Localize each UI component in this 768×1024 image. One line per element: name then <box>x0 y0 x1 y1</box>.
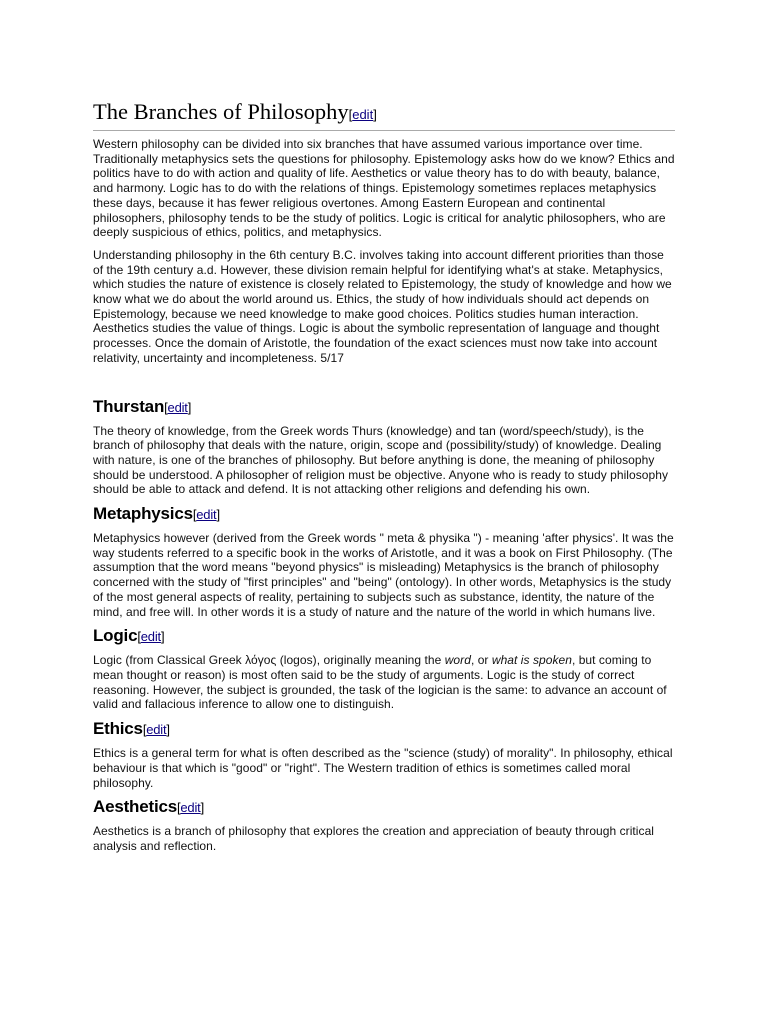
section-body-logic: Logic (from Classical Greek λόγος (logos), originally meaning the word, or what is spoken, but coming to mean thought or reason) is most often said to be the study of arguments. Logic is the study of correct reasoning. However, the subject is grounded, the task of the logician is the same: to advance an account of valid and fallacious inference to allow one to distinguish. <box>93 653 667 712</box>
page-title <box>93 98 675 131</box>
edit-section-link: [edit] <box>192 507 220 523</box>
section-heading-logic: Logic[edit] <box>93 626 165 646</box>
page-title-text: The Branches of Philosophy <box>93 99 349 124</box>
edit-link[interactable]: edit <box>167 399 188 415</box>
section-body-metaphysics: Metaphysics however (derived from the Greek words " meta & physika ") - meaning 'after physics'. It was the way students referred to a specific book in the works of Aristotle, and it was a book on First Philosophy. (The assumption that the word means "beyond physics" is misleading) Metaphysics is the branch of philosophy concerned with the study of "first principles" and "being" (ontology). In other words, Metaphysics is the study of the most general aspects of reality, pertaining to subjects such as substance, identity, the nature of the mind, and free will. In other words it is a study of nature and the nature of the world in which humans live. <box>93 531 674 619</box>
edit-link[interactable]: edit <box>140 629 161 645</box>
edit-link[interactable]: edit <box>352 107 374 122</box>
section-body-ethics: Ethics is a general term for what is often described as the "science (study) of morality". In philosophy, ethical behaviour is that which is "good" or "right". The Western tradition of ethics is sometimes called moral philosophy. <box>93 746 673 790</box>
section-heading-aesthetics: Aesthetics[edit] <box>93 797 204 817</box>
intro-paragraph-2: Understanding philosophy in the 6th century B.C. involves taking into account different priorities than those of the 19th century a.d. However, these division remain helpful for identifying what's at stake. Metaphysics, which studies the nature of existence is closely related to Epistemology, the study of knowledge and how we know what we do about the world around us. Ethics, the study of how individuals should act depends on Epistemology, because we need knowledge to make good choices. Politics studies human interaction. Aesthetics studies the value of things. Logic is about the symbolic representation of language and thought processes. Once the domain of Aristotle, the foundation of the exact sciences must now take into account relativity, uncertainty and incompleteness. 5/17 <box>93 247 672 365</box>
edit-section-link: [edit] <box>164 399 192 415</box>
section-heading-metaphysics: Metaphysics[edit] <box>93 504 220 524</box>
article <box>93 98 675 854</box>
section-heading-thurstan: Thurstan[edit] <box>93 396 192 416</box>
edit-link[interactable]: edit <box>180 800 201 816</box>
section-heading-ethics: Ethics[edit] <box>93 719 170 739</box>
edit-link[interactable]: edit <box>196 507 217 523</box>
edit-section-link: [edit] <box>348 107 377 122</box>
section-body-aesthetics: Aesthetics is a branch of philosophy that explores the creation and appreciation of beauty through critical analysis and reflection. <box>93 824 655 853</box>
edit-section-link: [edit] <box>142 722 170 738</box>
edit-section-link: [edit] <box>176 800 204 816</box>
intro-paragraph-1: Western philosophy can be divided into six branches that have assumed various importance over time. Traditionally metaphysics sets the questions for philosophy. Epistemology asks how do we know? Ethics and politics have to do with action and quality of life. Aesthetics or value theory has to do with beauty, balance, and harmony. Logic has to do with the relations of things. Epistemology sometimes replaces metaphysics these days, because it has fewer religious overtones. Among Eastern European and continental philosophers, philosophy tends to be the study of politics. Logic is critical for analytic philosophers, who are deeply suspicious of ethics, politics, and metaphysics. <box>93 137 675 240</box>
section-body-thurstan: The theory of knowledge, from the Greek words Thurs (knowledge) and tan (word/speech/study), is the branch of philosophy that deals with the nature, origin, scope and (possibility/study) of knowledge. Dealing with nature, is one of the branches of philosophy. But before anything is done, the meaning of philosophy should be understood. A philosopher of religion must be objective. Anyone who is ready to study philosophy should be able to attack and defend. It is not attacking other religions and defending his own. <box>93 423 668 497</box>
edit-section-link: [edit] <box>137 629 165 645</box>
edit-link[interactable]: edit <box>146 722 167 738</box>
